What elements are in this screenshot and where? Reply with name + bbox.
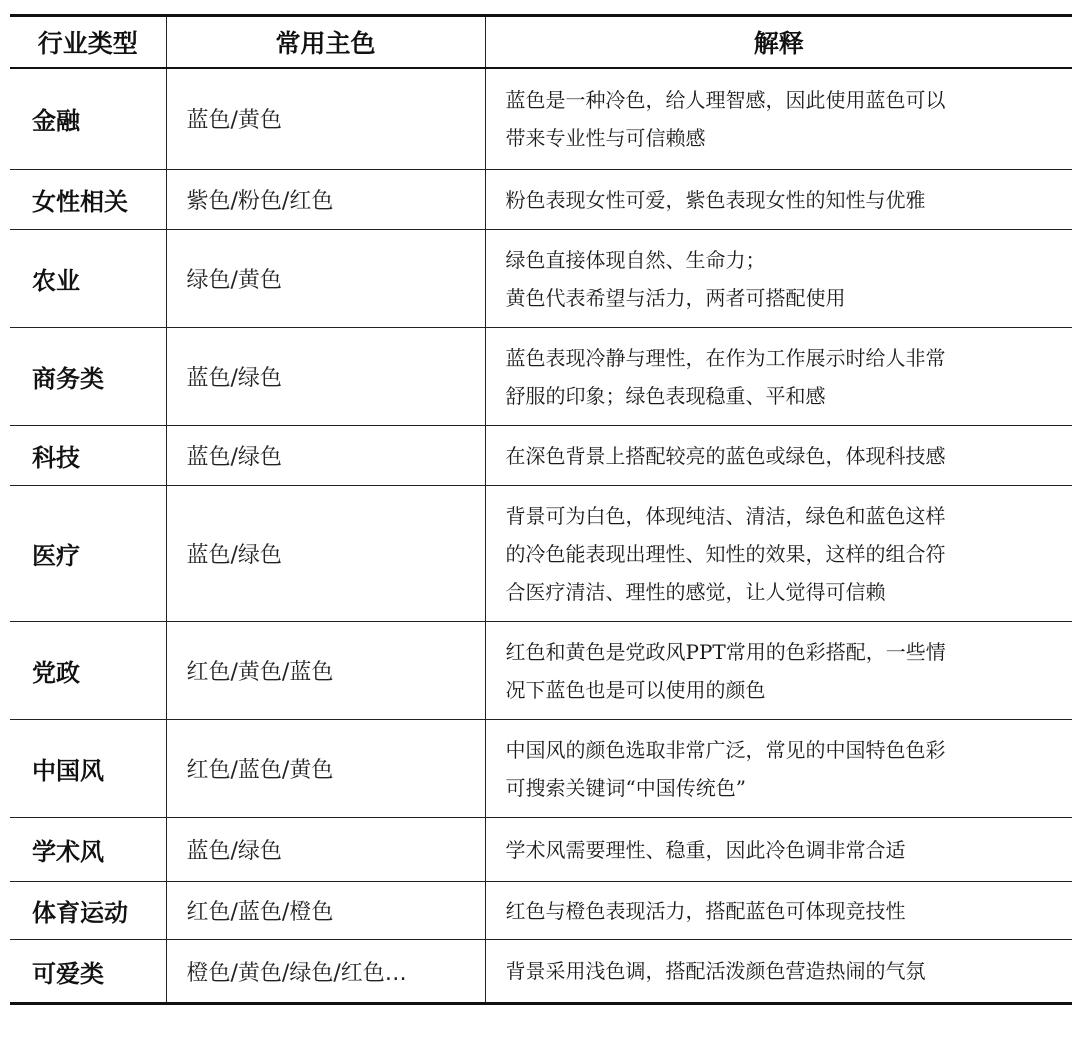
industry-cell: 学术风	[10, 818, 166, 882]
explanation-line: 中国风的颜色选取非常广泛，常见的中国特色色彩	[505, 737, 946, 762]
explanation-line: 背景可为白色，体现纯洁、清洁，绿色和蓝色这样	[505, 503, 946, 528]
main-colors-cell: 红色/蓝色/黄色	[166, 720, 485, 818]
explanation-cell	[485, 170, 1072, 230]
explanation-line: 的冷色能表现出理性、知性的效果，这样的组合符	[505, 541, 946, 566]
industry-cell: 党政	[10, 622, 166, 720]
table-body	[10, 68, 1072, 1004]
explanation-cell	[485, 426, 1072, 486]
explanation-line: 可搜索关键词“中国传统色”	[505, 775, 746, 800]
industry-cell: 体育运动	[10, 882, 166, 940]
table-row	[10, 230, 1072, 328]
table-row	[10, 486, 1072, 622]
explanation-line: 合医疗清洁、理性的感觉，让人觉得可信赖	[505, 579, 886, 604]
explanation-line: 红色与橙色表现活力，搭配蓝色可体现竞技性	[505, 898, 906, 923]
explanation-cell	[485, 328, 1072, 426]
table-row	[10, 426, 1072, 486]
main-colors-cell: 红色/蓝色/橙色	[166, 882, 485, 940]
explanation-cell	[485, 68, 1072, 170]
table-row	[10, 68, 1072, 170]
main-colors-cell: 紫色/粉色/红色	[166, 170, 485, 230]
explanation-line: 绿色直接体现自然、生命力；	[505, 247, 766, 272]
industry-cell: 女性相关	[10, 170, 166, 230]
explanation-line: 黄色代表希望与活力，两者可搭配使用	[505, 285, 846, 310]
explanation-cell	[485, 622, 1072, 720]
table-row	[10, 720, 1072, 818]
explanation-cell	[485, 940, 1072, 1004]
industry-cell: 医疗	[10, 486, 166, 622]
explanation-line: 在深色背景上搭配较亮的蓝色或绿色，体现科技感	[505, 443, 946, 468]
industry-cell: 农业	[10, 230, 166, 328]
header-colors: 常用主色	[166, 16, 485, 68]
industry-cell: 金融	[10, 68, 166, 170]
header-row	[10, 16, 1072, 68]
table-row	[10, 818, 1072, 882]
header-industry: 行业类型	[10, 16, 166, 68]
main-colors-cell: 蓝色/绿色	[166, 426, 485, 486]
table-row	[10, 622, 1072, 720]
main-colors-cell: 蓝色/绿色	[166, 328, 485, 426]
main-colors-cell: 绿色/黄色	[166, 230, 485, 328]
explanation-line: 舒服的印象；绿色表现稳重、平和感	[505, 383, 826, 408]
explanation-line: 学术风需要理性、稳重，因此冷色调非常合适	[505, 837, 906, 862]
table-row	[10, 882, 1072, 940]
table-row	[10, 328, 1072, 426]
header-explanation: 解释	[485, 16, 1072, 68]
explanation-cell	[485, 720, 1072, 818]
main-colors-cell: 橙色/黄色/绿色/红色…	[166, 940, 485, 1004]
industry-cell: 可爱类	[10, 940, 166, 1004]
explanation-cell	[485, 230, 1072, 328]
explanation-line: 带来专业性与可信赖感	[505, 125, 706, 150]
explanation-cell	[485, 486, 1072, 622]
explanation-cell	[485, 818, 1072, 882]
main-colors-cell: 蓝色/绿色	[166, 818, 485, 882]
main-colors-cell: 蓝色/黄色	[166, 68, 485, 170]
industry-cell: 科技	[10, 426, 166, 486]
explanation-line: 蓝色表现冷静与理性，在作为工作展示时给人非常	[505, 345, 946, 370]
explanation-line: 背景采用浅色调，搭配活泼颜色营造热闹的气氛	[505, 959, 926, 983]
explanation-line: 况下蓝色也是可以使用的颜色	[505, 677, 766, 702]
industry-cell: 商务类	[10, 328, 166, 426]
table-row	[10, 170, 1072, 230]
main-colors-cell: 蓝色/绿色	[166, 486, 485, 622]
explanation-cell	[485, 882, 1072, 940]
explanation-line: 红色和黄色是党政风PPT常用的色彩搭配，一些情	[505, 639, 946, 664]
industry-cell: 中国风	[10, 720, 166, 818]
table-row	[10, 940, 1072, 1004]
main-colors-cell: 红色/黄色/蓝色	[166, 622, 485, 720]
industry-color-table	[10, 14, 1072, 1005]
explanation-line: 蓝色是一种冷色，给人理智感，因此使用蓝色可以	[505, 87, 946, 112]
explanation-line: 粉色表现女性可爱，紫色表现女性的知性与优雅	[505, 187, 926, 212]
